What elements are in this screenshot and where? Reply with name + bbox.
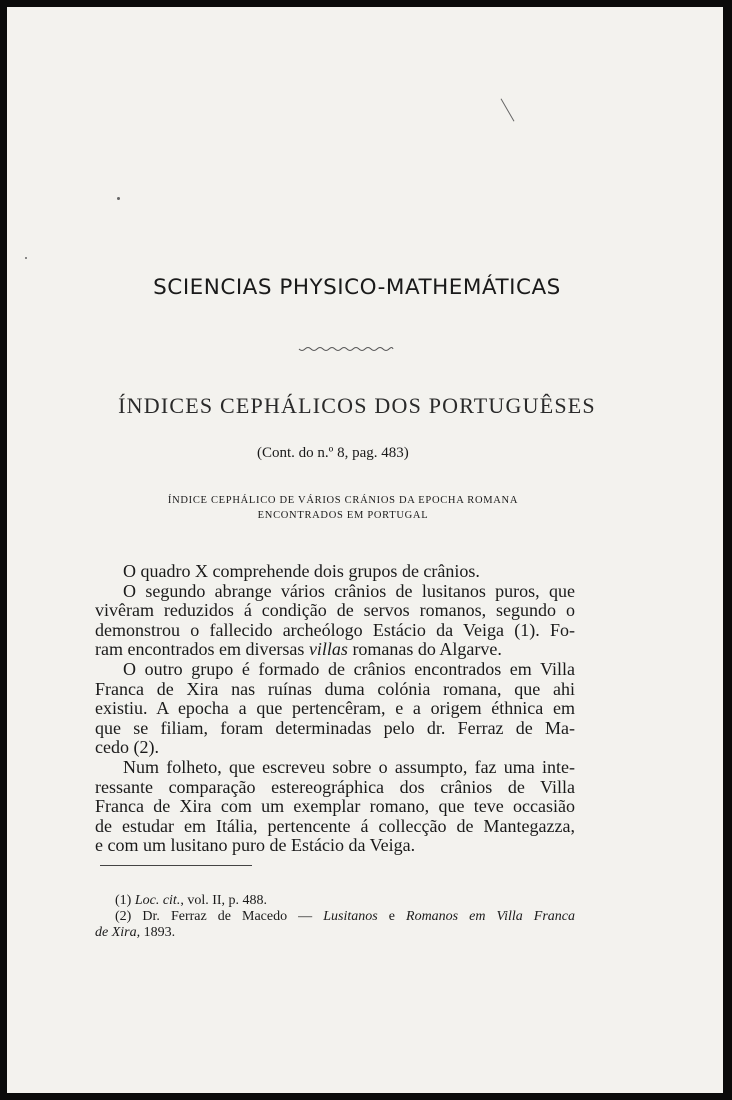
body-line: e com um lusitano puro de Estácio da Veiga. (95, 835, 416, 856)
footnote-text: , vol. II, p. 488. (180, 893, 268, 908)
body-line: existiu. A epocha a que pertencêram, e a origem éthnica em (95, 698, 575, 719)
body-text-run: ram encontrados em diversas (95, 639, 309, 660)
body-line: ressante comparação estereográphica dos crânios de Villa (95, 776, 575, 797)
subtitle-line-2: ENCONTRADOS EM PORTUGAL (257, 510, 429, 521)
footnote-divider (100, 865, 252, 866)
footnote-1 (115, 893, 575, 909)
subtitle-line-1: ÍNDICE CEPHÁLICO DE VÁRIOS CRÁNIOS DA EPOCHA ROMANA (167, 495, 519, 506)
footnote-text: 1893. (140, 925, 176, 940)
body-line: de estudar em Itália, pertencente á collecção de Mantegazza, (95, 815, 575, 836)
article-title: ÍNDICES CEPHÁLICOS DOS PORTUGUÊSES (118, 393, 596, 418)
footnote-text: e (377, 909, 407, 924)
body-line (95, 640, 575, 660)
footnote-italic: de Xira, (95, 925, 141, 940)
footnote-italic: Romanos em Villa Franca (406, 909, 576, 924)
body-text-run: romanas do Algarve. (347, 639, 502, 660)
document-page (7, 7, 723, 1093)
footnotes (95, 893, 576, 941)
footnote-2 (115, 909, 575, 925)
footnote-2-continuation (95, 925, 575, 941)
scan-speck (501, 98, 515, 121)
scan-speck (117, 197, 120, 200)
body-line: demonstrou o fallecido archeólogo Estácio da Veiga (1). Fo- (95, 619, 575, 640)
body-line: que se filiam, foram determinadas pelo dr. Ferraz de Ma- (95, 717, 575, 738)
footnote-number: (2) (115, 909, 132, 924)
footnote-number: (1) (115, 893, 132, 908)
footnote-italic: Lusitanos (323, 909, 378, 924)
body-line: O quadro X comprehende dois grupos de crânios. (123, 561, 480, 581)
italic-word: villas (308, 639, 348, 660)
footnote-italic: Loc. cit. (134, 893, 181, 908)
scan-speck (25, 257, 27, 259)
decorative-ornament (297, 345, 395, 353)
body-line: Franca de Xira com um exemplar romano, que teve occasião (95, 796, 575, 817)
body-line: Num folheto, que escreveu sobre o assumpto, faz uma inte- (123, 756, 575, 777)
body-line: cedo (2). (95, 737, 159, 758)
body-text (95, 562, 575, 856)
body-line: vivêram reduzidos á condição de servos romanos, segundo o (95, 600, 575, 621)
body-line: O outro grupo é formado de crânios encontrados em Villa (123, 658, 575, 679)
continuation-note: (Cont. do n.º 8, pag. 483) (257, 445, 409, 461)
body-line: Franca de Xira nas ruínas duma colónia romana, que ahi (95, 678, 575, 699)
body-line: O segundo abrange vários crânios de lusitanos puros, que (123, 580, 575, 601)
footnote-text: Dr. Ferraz de Macedo — (142, 909, 324, 924)
table-subtitle (143, 493, 543, 523)
section-title: SCIENCIAS PHYSICO-MATHEMÁTICAS (153, 275, 561, 300)
